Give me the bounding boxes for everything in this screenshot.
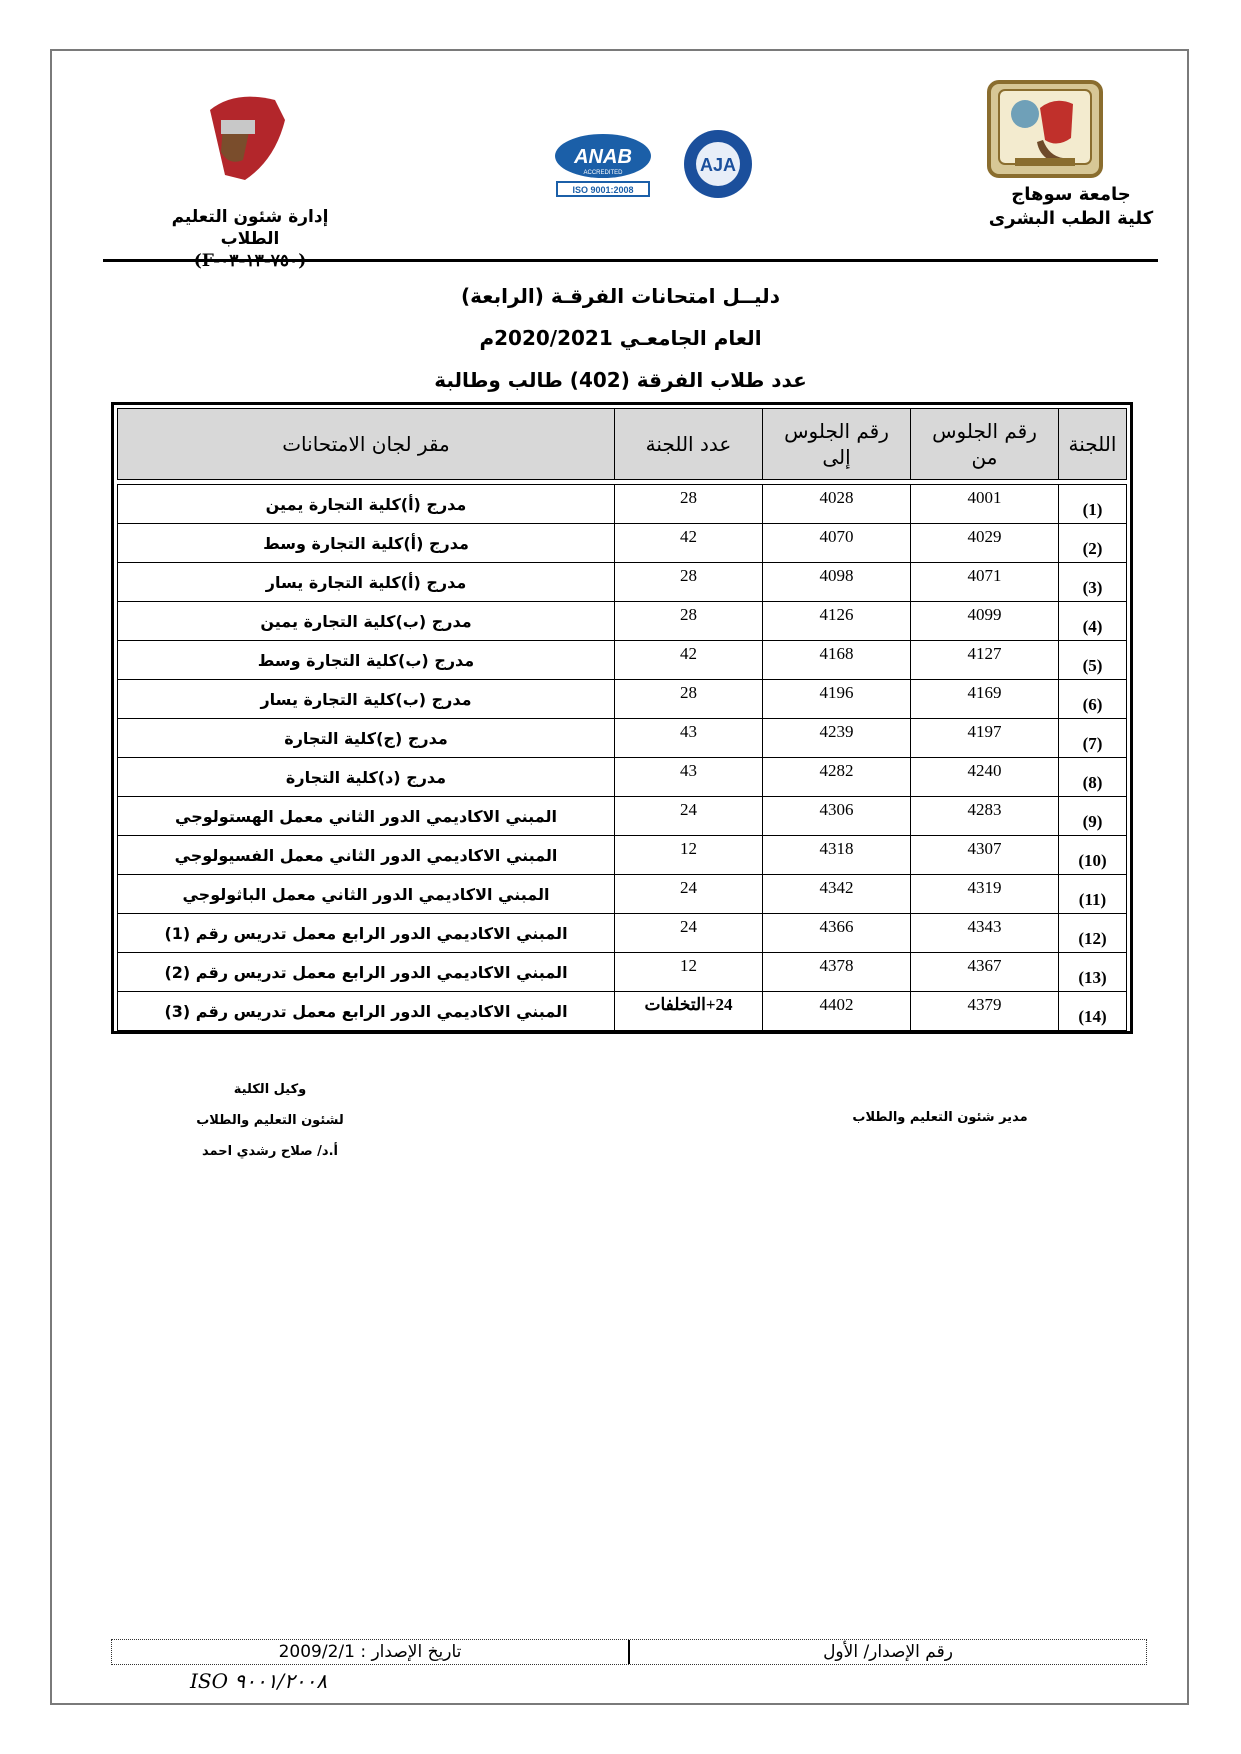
row-committee-number: (8) (1059, 758, 1127, 797)
row-seat-from: 4367 (911, 953, 1059, 992)
row-committee-count: 28 (615, 563, 763, 602)
title-exam-guide: دليــل امتحانات الفرقـة (الرابعة) (461, 284, 780, 308)
row-location: المبني الاكاديمي الدور الثاني معمل الباثولوجي (118, 875, 615, 914)
row-committee-count: 12 (615, 953, 763, 992)
title-student-count: عدد طلاب الفرقة (402) طالب وطالبة (434, 368, 807, 392)
row-committee-count: 43 (615, 758, 763, 797)
row-committee-number: (5) (1059, 641, 1127, 680)
row-committee-number: (2) (1059, 524, 1127, 563)
table-row (118, 602, 1127, 641)
row-seat-from: 4307 (911, 836, 1059, 875)
faculty-name: كلية الطب البشرى (988, 208, 1154, 229)
header-seat-to: رقم الجلوس إلى (763, 409, 911, 480)
row-committee-count: 24+التخلفات (615, 992, 763, 1031)
row-seat-to: 4239 (763, 719, 911, 758)
row-seat-to: 4306 (763, 797, 911, 836)
row-seat-from: 4071 (911, 563, 1059, 602)
row-location: المبني الاكاديمي الدور الثاني معمل الفسيولوجي (118, 836, 615, 875)
table-header-row (118, 409, 1127, 480)
footer-issue-date: تاريخ الإصدار : 2009/2/1 (112, 1640, 630, 1664)
exam-committees-table (111, 402, 1133, 1034)
row-committee-count: 24 (615, 875, 763, 914)
row-committee-number: (6) (1059, 680, 1127, 719)
row-seat-to: 4282 (763, 758, 911, 797)
row-location: مدرج (ب)كلية التجارة وسط (118, 641, 615, 680)
footer-iso-mark: ISO ٩٠٠١/٢٠٠٨ (190, 1669, 328, 1693)
row-committee-number: (12) (1059, 914, 1127, 953)
row-seat-to: 4366 (763, 914, 911, 953)
row-seat-from: 4001 (911, 485, 1059, 524)
row-seat-from: 4197 (911, 719, 1059, 758)
anab-iso-text: ISO 9001:2008 (572, 185, 634, 195)
anab-accredited-text: ACCREDITED (583, 170, 623, 176)
row-location: مدرج (د)كلية التجارة (118, 758, 615, 797)
row-seat-to: 4196 (763, 680, 911, 719)
footer-issue-number: رقم الإصدار/ الأول (823, 1642, 953, 1662)
row-seat-from: 4379 (911, 992, 1059, 1031)
faculty-crescent-logo (125, 80, 305, 198)
row-seat-from: 4099 (911, 602, 1059, 641)
row-committee-count: 42 (615, 641, 763, 680)
table-row (118, 914, 1127, 953)
table-row (118, 719, 1127, 758)
row-committee-number: (11) (1059, 875, 1127, 914)
row-seat-to: 4318 (763, 836, 911, 875)
row-committee-number: (13) (1059, 953, 1127, 992)
title-academic-year: العام الجامعـي 2020/2021م (479, 326, 762, 350)
table-row (118, 563, 1127, 602)
row-committee-number: (1) (1059, 485, 1127, 524)
signature-director (840, 1110, 1040, 1125)
row-seat-from: 4240 (911, 758, 1059, 797)
signature-vice-dean-name: أ.د/ صلاح رشدي احمد (202, 1144, 338, 1159)
row-location: مدرج (أ)كلية التجارة يمين (118, 485, 615, 524)
row-seat-from: 4319 (911, 875, 1059, 914)
row-location: مدرج (ج)كلية التجارة (118, 719, 615, 758)
certification-logos (553, 128, 773, 204)
header-committee: اللجنة (1059, 409, 1127, 480)
signature-vice-dean-dept: لشئون التعليم والطلاب (196, 1113, 344, 1128)
row-seat-to: 4342 (763, 875, 911, 914)
row-location: المبني الاكاديمي الدور الرابع معمل تدريس رقم (1) (118, 914, 615, 953)
header-department (150, 206, 350, 272)
row-committee-count: 43 (615, 719, 763, 758)
row-committee-count: 24 (615, 914, 763, 953)
header-seat-from: رقم الجلوس من (911, 409, 1059, 480)
row-seat-from: 4029 (911, 524, 1059, 563)
row-location: المبني الاكاديمي الدور الرابع معمل تدريس رقم (3) (118, 992, 615, 1031)
row-seat-to: 4126 (763, 602, 911, 641)
department-name: إدارة شئون التعليم الطلاب (171, 207, 329, 249)
row-location: مدرج (أ)كلية التجارة يسار (118, 563, 615, 602)
row-location: المبني الاكاديمي الدور الثاني معمل الهستولوجي (118, 797, 615, 836)
header-committee-count: عدد اللجنة (615, 409, 763, 480)
anab-logo (555, 134, 651, 196)
row-seat-to: 4378 (763, 953, 911, 992)
row-seat-from: 4343 (911, 914, 1059, 953)
row-committee-number: (3) (1059, 563, 1127, 602)
row-committee-count: 28 (615, 602, 763, 641)
anab-text: ANAB (574, 146, 632, 168)
row-committee-count: 24 (615, 797, 763, 836)
aja-text: AJA (699, 155, 737, 175)
row-seat-to: 4168 (763, 641, 911, 680)
row-committee-number: (7) (1059, 719, 1127, 758)
row-seat-from: 4127 (911, 641, 1059, 680)
table-row (118, 758, 1127, 797)
row-committee-number: (10) (1059, 836, 1127, 875)
row-committee-number: (9) (1059, 797, 1127, 836)
table-row (118, 485, 1127, 524)
header-location: مقر لجان الامتحانات (118, 409, 615, 480)
table-row (118, 992, 1127, 1031)
table-row (118, 836, 1127, 875)
signature-vice-dean-title: وكيل الكلية (233, 1082, 307, 1097)
university-name: جامعة سوهاج (1011, 184, 1131, 205)
row-committee-count: 42 (615, 524, 763, 563)
table-row (118, 524, 1127, 563)
row-location: المبني الاكاديمي الدور الرابع معمل تدريس رقم (2) (118, 953, 615, 992)
aja-logo (684, 130, 752, 198)
table-row (118, 875, 1127, 914)
row-committee-count: 28 (615, 680, 763, 719)
table-row (118, 953, 1127, 992)
row-seat-to: 4402 (763, 992, 911, 1031)
row-seat-from: 4283 (911, 797, 1059, 836)
footer-issue-box (111, 1639, 1147, 1665)
row-committee-number: (14) (1059, 992, 1127, 1031)
row-seat-to: 4098 (763, 563, 911, 602)
row-location: مدرج (ب)كلية التجارة يمين (118, 602, 615, 641)
header-institution (971, 183, 1171, 231)
row-committee-number: (4) (1059, 602, 1127, 641)
header-divider (103, 259, 1158, 262)
table-row (118, 797, 1127, 836)
table-row (118, 680, 1127, 719)
signature-vice-dean (180, 1074, 360, 1167)
row-location: مدرج (ب)كلية التجارة يسار (118, 680, 615, 719)
row-committee-count: 28 (615, 485, 763, 524)
row-seat-from: 4169 (911, 680, 1059, 719)
row-seat-to: 4028 (763, 485, 911, 524)
document-titles (0, 282, 1241, 408)
row-committee-count: 12 (615, 836, 763, 875)
row-seat-to: 4070 (763, 524, 911, 563)
row-location: مدرج (أ)كلية التجارة وسط (118, 524, 615, 563)
university-seal-logo (985, 78, 1105, 180)
signature-director-title: مدير شئون التعليم والطلاب (852, 1110, 1028, 1125)
table-row (118, 641, 1127, 680)
